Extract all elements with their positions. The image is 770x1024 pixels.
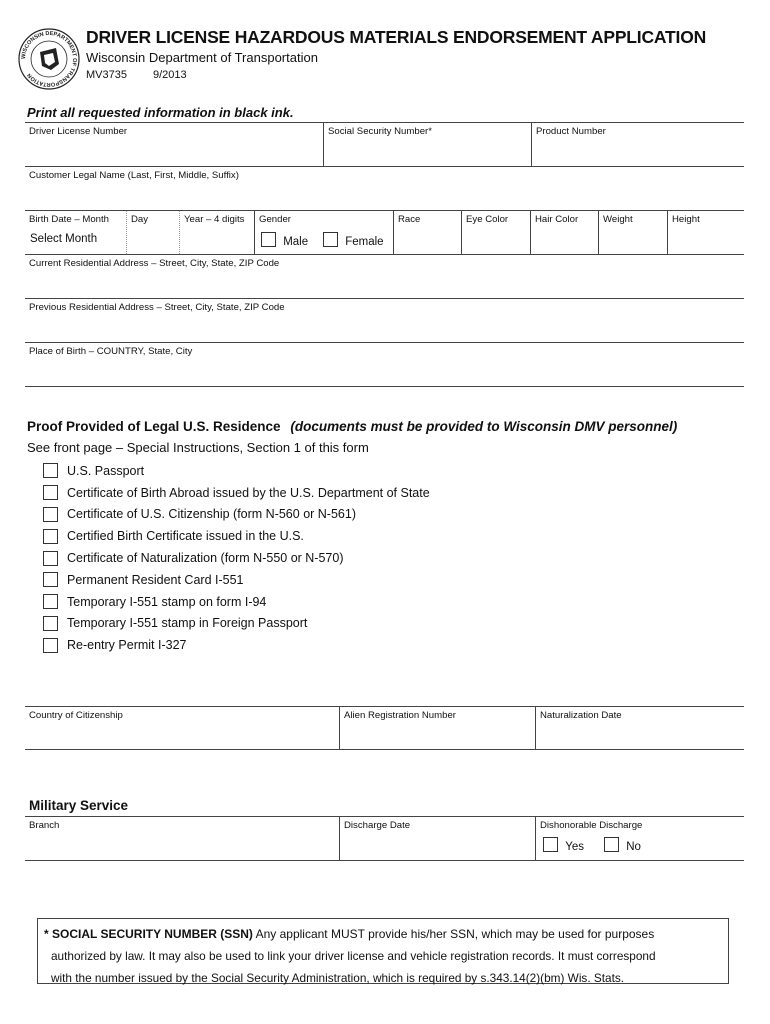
height-field[interactable]: Height <box>667 211 744 254</box>
legal-name-field[interactable]: Customer Legal Name (Last, First, Middle, Suffix) <box>29 170 239 181</box>
weight-field[interactable]: Weight <box>598 211 668 254</box>
birth-year-field[interactable]: Year – 4 digits <box>179 211 255 254</box>
department-name: Wisconsin Department of Transportation <box>86 50 318 65</box>
country-of-citizenship-field[interactable]: Country of Citizenship <box>29 710 123 721</box>
proof-checkbox[interactable] <box>43 463 58 478</box>
form-date: 9/2013 <box>153 69 187 81</box>
list-item[interactable]: Certificate of U.S. Citizenship (form N-560 or N-561) <box>43 504 430 526</box>
list-item[interactable]: Temporary I-551 stamp on form I-94 <box>43 591 430 613</box>
list-item[interactable]: Certificate of Birth Abroad issued by the U.S. Department of State <box>43 482 430 504</box>
branch-field[interactable]: Branch <box>29 820 60 831</box>
alien-registration-field[interactable]: Alien Registration Number <box>339 707 536 749</box>
proof-checkbox[interactable] <box>43 529 58 544</box>
hair-color-field[interactable]: Hair Color <box>530 211 599 254</box>
dishonorable-discharge-field: Dishonorable Discharge Yes No <box>535 817 744 860</box>
proof-heading: Proof Provided of Legal U.S. Residence (documents must be provided to Wisconsin DMV personnel) <box>27 419 678 434</box>
yes-checkbox[interactable] <box>543 837 558 852</box>
product-number-field[interactable]: Product Number <box>531 123 744 166</box>
dishonorable-yes-option[interactable]: Yes <box>543 837 584 853</box>
driver-license-number-field[interactable]: Driver License Number <box>29 126 128 137</box>
citizenship-section <box>25 706 744 750</box>
birth-month-select[interactable]: Birth Date – Month Select Month <box>29 214 109 245</box>
form-title: DRIVER LICENSE HAZARDOUS MATERIALS ENDORSEMENT APPLICATION <box>86 27 707 47</box>
gender-female-option[interactable]: Female <box>323 232 384 248</box>
birth-day-field[interactable]: Day <box>126 211 180 254</box>
ssn-notice: * SOCIAL SECURITY NUMBER (SSN) Any applicant MUST provide his/her SSN, which may be used for purposes authorized by law. It may also be used to link your driver license and vehicle registration records. It must correspond with the number issued by the Social Security Administration, which is required by s.343.14(2)(bm) Wis. Stats. <box>37 918 729 984</box>
eye-color-field[interactable]: Eye Color <box>461 211 531 254</box>
race-field[interactable]: Race <box>393 211 462 254</box>
list-item[interactable]: Temporary I-551 stamp in Foreign Passport <box>43 613 430 635</box>
form-number: MV3735 <box>86 69 127 81</box>
proof-checkbox[interactable] <box>43 616 58 631</box>
list-item[interactable]: Certified Birth Certificate issued in the U.S. <box>43 525 430 547</box>
proof-checkbox[interactable] <box>43 507 58 522</box>
proof-checkbox[interactable] <box>43 638 58 653</box>
birth-month-value: Select Month <box>30 233 98 245</box>
proof-checkbox[interactable] <box>43 485 58 500</box>
discharge-date-field[interactable]: Discharge Date <box>339 817 536 860</box>
list-item[interactable]: U.S. Passport <box>43 460 430 482</box>
dishonorable-no-option[interactable]: No <box>604 837 641 853</box>
current-address-field[interactable]: Current Residential Address – Street, City, State, ZIP Code <box>29 258 280 269</box>
no-checkbox[interactable] <box>604 837 619 852</box>
wisdot-seal-icon <box>18 28 80 90</box>
proof-checkbox[interactable] <box>43 572 58 587</box>
male-checkbox[interactable] <box>261 232 276 247</box>
proof-checkbox[interactable] <box>43 594 58 609</box>
see-front-note: See front page – Special Instructions, Section 1 of this form <box>27 440 369 455</box>
identity-section <box>25 122 744 387</box>
ink-instructions: Print all requested information in black ink. <box>27 105 294 120</box>
military-section <box>25 816 744 861</box>
previous-address-field[interactable]: Previous Residential Address – Street, City, State, ZIP Code <box>29 302 285 313</box>
military-heading: Military Service <box>29 798 129 813</box>
ssn-field[interactable]: Social Security Number* <box>323 123 532 166</box>
gender-male-option[interactable]: Male <box>261 232 308 248</box>
svg-text:WISCONSIN DEPARTMENT OF TRANSP: WISCONSIN DEPARTMENT OF TRANSPORTATION <box>20 30 78 88</box>
list-item[interactable]: Re-entry Permit I-327 <box>43 634 430 656</box>
place-of-birth-field[interactable]: Place of Birth – COUNTRY, State, City <box>29 346 193 357</box>
naturalization-date-field[interactable]: Naturalization Date <box>535 707 744 749</box>
proof-checkbox[interactable] <box>43 551 58 566</box>
proof-document-list <box>43 460 430 656</box>
gender-field: Gender Male Female <box>254 211 394 254</box>
female-checkbox[interactable] <box>323 232 338 247</box>
list-item[interactable]: Certificate of Naturalization (form N-550 or N-570) <box>43 547 430 569</box>
list-item[interactable]: Permanent Resident Card I-551 <box>43 569 430 591</box>
